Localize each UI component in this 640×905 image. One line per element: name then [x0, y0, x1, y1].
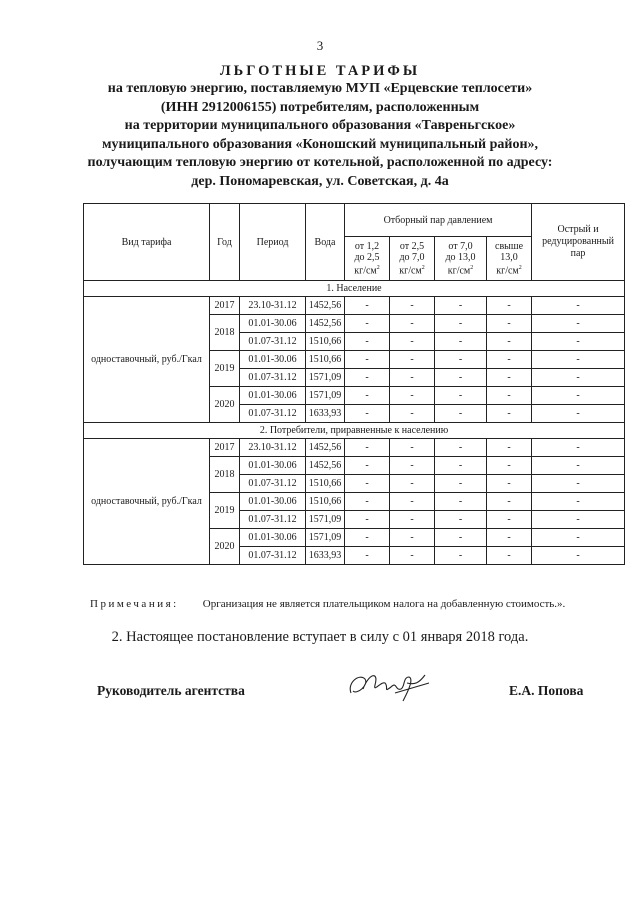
period-cell: 01.07-31.12	[240, 511, 306, 529]
year-cell: 2018	[210, 457, 240, 493]
p1-cell: -	[345, 475, 390, 493]
handwritten-signature	[345, 663, 435, 708]
header-pressure-to: до 13,0	[445, 251, 476, 263]
p1-cell: -	[345, 315, 390, 333]
year-cell: 2017	[210, 439, 240, 457]
p3-cell: -	[435, 475, 487, 493]
p4-cell: -	[487, 315, 532, 333]
p1-cell: -	[345, 493, 390, 511]
sharp-cell: -	[532, 405, 625, 423]
unit-text: кг/см	[354, 265, 377, 277]
p1-cell: -	[345, 457, 390, 475]
water-cell: 1571,09	[306, 511, 345, 529]
p1-cell: -	[345, 387, 390, 405]
header-sharp-line: редуцированный	[542, 236, 614, 247]
water-cell: 1510,66	[306, 475, 345, 493]
period-cell: 01.07-31.12	[240, 405, 306, 423]
unit-sup: 2	[518, 264, 522, 271]
sharp-cell: -	[532, 369, 625, 387]
header-sharp-line: Острый и	[557, 224, 599, 235]
tariff-type-cell: одноставочный, руб./Гкал	[84, 297, 210, 423]
p4-cell: -	[487, 457, 532, 475]
unit-text: кг/см	[447, 265, 471, 277]
header-sharp-steam	[532, 204, 625, 281]
p1-cell: -	[345, 333, 390, 351]
water-cell: 1510,66	[306, 493, 345, 511]
p4-cell: -	[487, 547, 532, 565]
p2-cell: -	[390, 315, 435, 333]
sharp-cell: -	[532, 387, 625, 405]
heading-line: на тепловую энергию, поставляемую МУП «Ерцевские теплосети»	[107, 81, 533, 96]
sharp-cell: -	[532, 511, 625, 529]
period-cell: 01.07-31.12	[240, 547, 306, 565]
header-pressure-from: свыше	[495, 240, 524, 252]
header-pressure-4	[487, 237, 532, 281]
p3-cell: -	[435, 387, 487, 405]
p4-cell: -	[487, 297, 532, 315]
water-cell: 1452,56	[306, 315, 345, 333]
period-cell: 01.01-30.06	[240, 457, 306, 475]
period-cell: 01.01-30.06	[240, 315, 306, 333]
water-cell: 1571,09	[306, 369, 345, 387]
p3-cell: -	[435, 529, 487, 547]
p3-cell: -	[435, 333, 487, 351]
unit-text: кг/см	[399, 265, 422, 277]
p2-cell: -	[390, 475, 435, 493]
header-steam-pressure: Отборный пар давлением	[345, 204, 532, 237]
year-cell: 2019	[210, 493, 240, 529]
sharp-cell: -	[532, 529, 625, 547]
effective-date-paragraph: 2. Настоящее постановление вступает в силу с 01 января 2018 года.	[111, 629, 529, 645]
heading-line: дер. Пономаревская, ул. Советская, д. 4а	[191, 173, 449, 189]
p3-cell: -	[435, 351, 487, 369]
sharp-cell: -	[532, 547, 625, 565]
header-sharp-line: пар	[570, 248, 586, 259]
p1-cell: -	[345, 511, 390, 529]
p2-cell: -	[390, 493, 435, 511]
unit-sup: 2	[376, 264, 380, 271]
header-year: Год	[210, 204, 240, 281]
p3-cell: -	[435, 297, 487, 315]
header-unit	[345, 263, 389, 276]
year-cell: 2020	[210, 529, 240, 565]
sharp-cell: -	[532, 297, 625, 315]
sharp-cell: -	[532, 457, 625, 475]
p1-cell: -	[345, 547, 390, 565]
year-cell: 2019	[210, 351, 240, 387]
p2-cell: -	[390, 511, 435, 529]
water-cell: 1452,56	[306, 439, 345, 457]
p2-cell: -	[390, 387, 435, 405]
header-pressure-from: от 2,5	[399, 240, 425, 252]
year-cell: 2018	[210, 315, 240, 351]
water-cell: 1571,09	[306, 529, 345, 547]
unit-sup: 2	[421, 264, 425, 271]
period-cell: 01.07-31.12	[240, 475, 306, 493]
p4-cell: -	[487, 351, 532, 369]
header-pressure-2	[390, 237, 435, 281]
header-period: Период	[240, 204, 306, 281]
header-pressure-to: до 2,5	[354, 251, 380, 263]
water-cell: 1571,09	[306, 387, 345, 405]
p4-cell: -	[487, 475, 532, 493]
heading-line: получающим тепловую энергию от котельной, расположенной по адресу:	[87, 155, 553, 170]
p3-cell: -	[435, 405, 487, 423]
p4-cell: -	[487, 369, 532, 387]
header-pressure-3	[435, 237, 487, 281]
unit-text: кг/см	[496, 265, 519, 277]
unit-sup: 2	[470, 264, 474, 271]
p2-cell: -	[390, 529, 435, 547]
p3-cell: -	[435, 369, 487, 387]
period-cell: 23.10-31.12	[240, 439, 306, 457]
p2-cell: -	[390, 547, 435, 565]
sharp-cell: -	[532, 351, 625, 369]
water-cell: 1633,93	[306, 405, 345, 423]
p1-cell: -	[345, 351, 390, 369]
heading-line: (ИНН 2912006155) потребителям, расположенным	[160, 99, 480, 115]
period-cell: 01.07-31.12	[240, 333, 306, 351]
p1-cell: -	[345, 439, 390, 457]
sharp-cell: -	[532, 475, 625, 493]
header-pressure-from: от 1,2	[354, 240, 380, 252]
note-label: Примечания:	[90, 598, 179, 610]
p3-cell: -	[435, 457, 487, 475]
p3-cell: -	[435, 315, 487, 333]
p1-cell: -	[345, 405, 390, 423]
table-row	[84, 297, 625, 315]
p1-cell: -	[345, 297, 390, 315]
document-heading	[40, 62, 600, 191]
p4-cell: -	[487, 439, 532, 457]
p4-cell: -	[487, 333, 532, 351]
year-cell: 2017	[210, 297, 240, 315]
signatory-name: Е.А. Попова	[509, 683, 584, 698]
period-cell: 01.07-31.12	[240, 369, 306, 387]
header-pressure-from: от 7,0	[448, 240, 473, 252]
heading-title: ЛЬГОТНЫЕ ТАРИФЫ	[219, 63, 421, 79]
period-cell: 23.10-31.12	[240, 297, 306, 315]
period-cell: 01.01-30.06	[240, 387, 306, 405]
water-cell: 1510,66	[306, 351, 345, 369]
header-tariff-type: Вид тарифа	[84, 204, 210, 281]
p4-cell: -	[487, 529, 532, 547]
section-title: 2. Потребители, приравненные к населению	[84, 423, 625, 439]
p3-cell: -	[435, 493, 487, 511]
header-pressure-to: до 7,0	[399, 251, 425, 263]
period-cell: 01.01-30.06	[240, 493, 306, 511]
sharp-cell: -	[532, 493, 625, 511]
p2-cell: -	[390, 333, 435, 351]
tariff-type-cell: одноставочный, руб./Гкал	[84, 439, 210, 565]
p3-cell: -	[435, 439, 487, 457]
sharp-cell: -	[532, 439, 625, 457]
header-pressure-1	[345, 237, 390, 281]
water-cell: 1633,93	[306, 547, 345, 565]
p2-cell: -	[390, 405, 435, 423]
p2-cell: -	[390, 439, 435, 457]
header-water: Вода	[306, 204, 345, 281]
note	[90, 598, 610, 610]
header-pressure-to: 13,0	[500, 251, 518, 263]
water-cell: 1452,56	[306, 297, 345, 315]
p1-cell: -	[345, 529, 390, 547]
p4-cell: -	[487, 511, 532, 529]
header-unit	[487, 263, 531, 276]
water-cell: 1510,66	[306, 333, 345, 351]
period-cell: 01.01-30.06	[240, 529, 306, 547]
header-unit	[390, 263, 434, 276]
p1-cell: -	[345, 369, 390, 387]
table-row	[84, 439, 625, 457]
tariff-table	[83, 203, 625, 565]
year-cell: 2020	[210, 387, 240, 423]
header-unit	[435, 263, 486, 276]
p2-cell: -	[390, 297, 435, 315]
p2-cell: -	[390, 457, 435, 475]
p4-cell: -	[487, 405, 532, 423]
heading-line: на территории муниципального образования «Тавреньгское»	[124, 118, 516, 133]
signatory-title: Руководитель агентства	[97, 683, 245, 698]
water-cell: 1452,56	[306, 457, 345, 475]
note-text: Организация не является плательщиком налога на добавленную стоимость.».	[202, 598, 566, 610]
p2-cell: -	[390, 369, 435, 387]
p3-cell: -	[435, 511, 487, 529]
period-cell: 01.01-30.06	[240, 351, 306, 369]
p4-cell: -	[487, 493, 532, 511]
heading-line: муниципального образования «Коношский муниципальный район»,	[101, 136, 539, 152]
sharp-cell: -	[532, 315, 625, 333]
page-number: 3	[316, 38, 324, 53]
section-title: 1. Население	[84, 281, 625, 297]
sharp-cell: -	[532, 333, 625, 351]
p3-cell: -	[435, 547, 487, 565]
p4-cell: -	[487, 387, 532, 405]
p2-cell: -	[390, 351, 435, 369]
